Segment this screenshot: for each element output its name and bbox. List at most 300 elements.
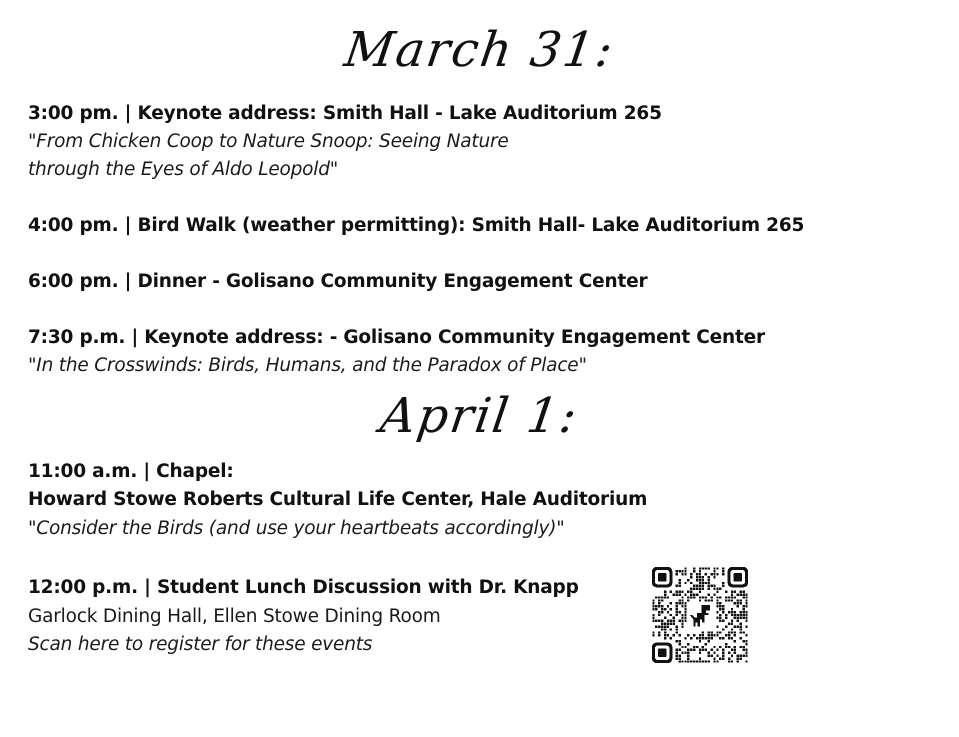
event-title: 11:00 a.m. | Chapel: xyxy=(28,461,234,482)
qr-module xyxy=(690,637,692,639)
qr-module xyxy=(722,628,724,630)
qr-module xyxy=(696,660,698,662)
qr-module xyxy=(678,591,680,593)
qr-module xyxy=(725,614,727,616)
qr-module xyxy=(742,593,744,595)
qr-module xyxy=(673,634,675,636)
qr-module xyxy=(661,611,663,613)
qr-module xyxy=(740,611,742,613)
qr-module xyxy=(719,637,721,639)
qr-module xyxy=(740,628,742,630)
event-title: 3:00 pm. | Keynote address: Smith Hall - Lake Auditorium 265 xyxy=(28,103,662,124)
qr-module xyxy=(658,599,660,601)
qr-module xyxy=(670,602,672,604)
qr-module xyxy=(734,617,736,619)
qr-module xyxy=(740,614,742,616)
qr-module xyxy=(728,637,730,639)
qr-module xyxy=(690,596,692,598)
qr-module xyxy=(722,649,724,651)
qr-module xyxy=(722,655,724,657)
qr-module xyxy=(684,573,686,575)
qr-module xyxy=(716,649,718,651)
qr-module xyxy=(728,599,730,601)
qr-module xyxy=(676,652,678,654)
qr-module xyxy=(667,605,669,607)
qr-module xyxy=(652,634,654,636)
qr-module xyxy=(652,605,654,607)
qr-module xyxy=(728,646,730,648)
qr-module xyxy=(670,620,672,622)
qr-module xyxy=(731,614,733,616)
qr-module xyxy=(658,631,660,633)
qr-module xyxy=(722,637,724,639)
qr-module xyxy=(652,608,654,610)
qr-module xyxy=(740,617,742,619)
qr-module xyxy=(713,588,715,590)
qr-module xyxy=(722,582,724,584)
qr-module xyxy=(742,591,744,593)
qr-module xyxy=(725,617,727,619)
qr-module xyxy=(708,588,710,590)
qr-module xyxy=(681,623,683,625)
qr-module xyxy=(728,634,730,636)
qr-module xyxy=(740,631,742,633)
qr-module xyxy=(737,599,739,601)
qr-module xyxy=(722,567,724,569)
qr-module xyxy=(676,608,678,610)
qr-module xyxy=(737,614,739,616)
qr-module xyxy=(737,605,739,607)
qr-module xyxy=(655,608,657,610)
qr-module xyxy=(740,637,742,639)
qr-module xyxy=(728,611,730,613)
qr-module xyxy=(664,623,666,625)
qr-module xyxy=(652,631,654,633)
qr-module xyxy=(681,660,683,662)
qr-module xyxy=(664,593,666,595)
qr-module xyxy=(745,620,747,622)
event-title: 7:30 p.m. | Keynote address: - Golisano Community Engagement Center xyxy=(28,327,765,348)
qr-module xyxy=(693,596,695,598)
qr-module xyxy=(745,602,747,604)
qr-module xyxy=(737,593,739,595)
qr-module xyxy=(742,611,744,613)
qr-module xyxy=(690,660,692,662)
qr-module xyxy=(693,593,695,595)
qr-module xyxy=(693,646,695,648)
qr-module xyxy=(716,660,718,662)
qr-module xyxy=(716,655,718,657)
qr-module xyxy=(673,623,675,625)
qr-module xyxy=(676,649,678,651)
qr-module xyxy=(719,657,721,659)
qr-module xyxy=(667,634,669,636)
qr-module xyxy=(734,640,736,642)
qr-module xyxy=(734,614,736,616)
qr-module xyxy=(693,567,695,569)
qr-module xyxy=(696,576,698,578)
qr-module xyxy=(678,649,680,651)
qr-module xyxy=(708,637,710,639)
qr-module xyxy=(681,620,683,622)
qr-module xyxy=(731,596,733,598)
qr-module xyxy=(745,640,747,642)
qr-module xyxy=(684,570,686,572)
event-subtitle: "Consider the Birds (and use your heartbeats accordingly)" xyxy=(28,518,565,539)
qr-module xyxy=(716,611,718,613)
qr-module xyxy=(716,602,718,604)
qr-module xyxy=(652,602,654,604)
qr-module xyxy=(699,570,701,572)
qr-module xyxy=(725,646,727,648)
qr-module xyxy=(658,605,660,607)
qr-module xyxy=(684,620,686,622)
qr-module xyxy=(702,582,704,584)
qr-module xyxy=(690,573,692,575)
qr-module xyxy=(678,570,680,572)
qr-module xyxy=(678,643,680,645)
qr-module xyxy=(676,625,678,627)
qr-module xyxy=(716,605,718,607)
qr-module xyxy=(728,660,730,662)
qr-module xyxy=(664,625,666,627)
qr-module xyxy=(684,605,686,607)
qr-module xyxy=(681,614,683,616)
qr-module xyxy=(725,596,727,598)
qr-module xyxy=(681,591,683,593)
qr-module xyxy=(678,655,680,657)
qr-module xyxy=(678,585,680,587)
qr-module xyxy=(676,570,678,572)
qr-module xyxy=(708,631,710,633)
qr-module xyxy=(716,617,718,619)
qr-module xyxy=(696,573,698,575)
qr-module xyxy=(710,631,712,633)
qr-module xyxy=(699,579,701,581)
qr-module xyxy=(708,660,710,662)
qr-module xyxy=(661,625,663,627)
qr-module xyxy=(708,655,710,657)
qr-module xyxy=(745,611,747,613)
qr-module xyxy=(678,593,680,595)
qr-module xyxy=(681,625,683,627)
qr-module xyxy=(745,605,747,607)
qr-module xyxy=(658,602,660,604)
qr-module xyxy=(705,643,707,645)
qr-module xyxy=(676,605,678,607)
qr-module xyxy=(661,605,663,607)
qr-module xyxy=(693,570,695,572)
qr-module xyxy=(699,591,701,593)
qr-module xyxy=(676,614,678,616)
qr-module xyxy=(664,591,666,593)
qr-module xyxy=(745,617,747,619)
qr-module xyxy=(737,657,739,659)
qr-module xyxy=(737,617,739,619)
qr-module xyxy=(742,614,744,616)
qr-module xyxy=(731,611,733,613)
qr-module xyxy=(670,637,672,639)
qr-module xyxy=(702,567,704,569)
qr-module xyxy=(710,573,712,575)
qr-module xyxy=(731,660,733,662)
qr-module xyxy=(687,591,689,593)
qr-module xyxy=(699,640,701,642)
qr-module xyxy=(722,611,724,613)
qr-module xyxy=(742,655,744,657)
qr-module xyxy=(684,646,686,648)
qr-module xyxy=(702,631,704,633)
qr-module xyxy=(742,608,744,610)
qr-module xyxy=(731,591,733,593)
qr-module xyxy=(722,620,724,622)
qr-module xyxy=(678,582,680,584)
qr-module xyxy=(745,634,747,636)
qr-module xyxy=(699,599,701,601)
qr-module xyxy=(705,637,707,639)
qr-module xyxy=(681,570,683,572)
qr-module xyxy=(734,591,736,593)
qr-module xyxy=(699,567,701,569)
qr-module xyxy=(725,634,727,636)
qr-module xyxy=(652,614,654,616)
qr-module xyxy=(661,620,663,622)
qr-module xyxy=(713,646,715,648)
qr-module xyxy=(734,625,736,627)
qr-module xyxy=(687,655,689,657)
qr-module xyxy=(740,591,742,593)
qr-module xyxy=(719,617,721,619)
qr-module xyxy=(696,585,698,587)
qr-code-icon[interactable] xyxy=(652,567,748,663)
qr-module xyxy=(661,596,663,598)
qr-module xyxy=(664,631,666,633)
qr-module xyxy=(678,660,680,662)
qr-module xyxy=(713,593,715,595)
qr-module xyxy=(690,591,692,593)
qr-module xyxy=(658,634,660,636)
qr-module xyxy=(734,611,736,613)
qr-module xyxy=(734,602,736,604)
qr-module xyxy=(667,620,669,622)
qr-module xyxy=(655,620,657,622)
qr-module xyxy=(687,634,689,636)
qr-module xyxy=(678,602,680,604)
qr-module xyxy=(681,646,683,648)
qr-module xyxy=(658,596,660,598)
qr-module xyxy=(705,660,707,662)
qr-module xyxy=(716,567,718,569)
qr-module xyxy=(681,599,683,601)
qr-module xyxy=(708,640,710,642)
qr-module xyxy=(705,573,707,575)
qr-module xyxy=(678,640,680,642)
event-subtitle: through the Eyes of Aldo Leopold" xyxy=(28,159,339,180)
qr-module xyxy=(664,634,666,636)
qr-module xyxy=(681,602,683,604)
qr-module xyxy=(740,623,742,625)
qr-module xyxy=(734,634,736,636)
event-title: 6:00 pm. | Dinner - Golisano Community Engagement Center xyxy=(28,271,648,292)
qr-module xyxy=(678,579,680,581)
qr-module xyxy=(713,634,715,636)
qr-module xyxy=(708,576,710,578)
qr-module xyxy=(693,588,695,590)
qr-module xyxy=(731,593,733,595)
qr-module xyxy=(734,631,736,633)
qr-module xyxy=(652,599,654,601)
qr-module xyxy=(719,608,721,610)
qr-module xyxy=(719,631,721,633)
qr-module xyxy=(713,576,715,578)
qr-module xyxy=(745,660,747,662)
qr-module xyxy=(722,570,724,572)
qr-module xyxy=(713,570,715,572)
qr-module xyxy=(725,599,727,601)
qr-module xyxy=(722,652,724,654)
qr-module xyxy=(737,620,739,622)
qr-module xyxy=(676,573,678,575)
qr-module xyxy=(713,657,715,659)
qr-module xyxy=(687,599,689,601)
qr-module xyxy=(740,646,742,648)
qr-module xyxy=(716,596,718,598)
qr-module xyxy=(699,573,701,575)
qr-module xyxy=(731,608,733,610)
qr-module xyxy=(658,611,660,613)
qr-module xyxy=(658,614,660,616)
qr-module xyxy=(681,573,683,575)
qr-module xyxy=(742,640,744,642)
qr-module xyxy=(731,628,733,630)
qr-module xyxy=(742,605,744,607)
qr-module xyxy=(705,596,707,598)
qr-module xyxy=(699,582,701,584)
qr-module xyxy=(745,614,747,616)
qr-module xyxy=(713,660,715,662)
qr-module xyxy=(708,585,710,587)
qr-module xyxy=(676,591,678,593)
qr-module xyxy=(684,637,686,639)
qr-module xyxy=(702,646,704,648)
qr-module xyxy=(710,634,712,636)
qr-module xyxy=(710,655,712,657)
qr-module xyxy=(719,602,721,604)
qr-module xyxy=(696,588,698,590)
qr-module xyxy=(699,588,701,590)
qr-module xyxy=(702,596,704,598)
qr-module xyxy=(731,655,733,657)
qr-module xyxy=(699,649,701,651)
qr-module xyxy=(722,608,724,610)
qr-module xyxy=(676,631,678,633)
qr-module xyxy=(655,625,657,627)
qr-module xyxy=(661,628,663,630)
qr-module xyxy=(710,637,712,639)
qr-module xyxy=(684,617,686,619)
qr-module xyxy=(731,649,733,651)
qr-module xyxy=(719,620,721,622)
qr-module xyxy=(690,582,692,584)
qr-module xyxy=(655,596,657,598)
qr-module xyxy=(728,623,730,625)
qr-module xyxy=(676,640,678,642)
qr-module xyxy=(716,634,718,636)
qr-module xyxy=(676,611,678,613)
qr-module xyxy=(696,646,698,648)
qr-module xyxy=(661,608,663,610)
qr-module xyxy=(734,652,736,654)
qr-module xyxy=(710,596,712,598)
qr-module xyxy=(661,623,663,625)
qr-module xyxy=(708,652,710,654)
register-note: Scan here to register for these events xyxy=(28,634,373,655)
qr-module xyxy=(690,593,692,595)
qr-module xyxy=(719,614,721,616)
qr-module xyxy=(740,625,742,627)
qr-module xyxy=(716,599,718,601)
qr-module xyxy=(664,637,666,639)
qr-module xyxy=(699,596,701,598)
qr-module xyxy=(705,649,707,651)
qr-module xyxy=(702,585,704,587)
qr-module xyxy=(658,620,660,622)
qr-module xyxy=(684,608,686,610)
qr-module xyxy=(740,593,742,595)
qr-module xyxy=(737,655,739,657)
qr-module xyxy=(737,602,739,604)
qr-module xyxy=(716,631,718,633)
qr-module xyxy=(699,585,701,587)
qr-module xyxy=(705,599,707,601)
qr-module xyxy=(676,628,678,630)
qr-module xyxy=(713,652,715,654)
qr-module xyxy=(678,599,680,601)
qr-module xyxy=(722,657,724,659)
qr-module xyxy=(664,596,666,598)
qr-module xyxy=(742,646,744,648)
qr-module xyxy=(696,637,698,639)
qr-module xyxy=(699,657,701,659)
event-title: 12:00 p.m. | Student Lunch Discussion with Dr. Knapp xyxy=(28,577,579,598)
qr-module xyxy=(740,599,742,601)
event-location: Garlock Dining Hall, Ellen Stowe Dining Room xyxy=(28,606,441,627)
qr-module xyxy=(676,593,678,595)
qr-module xyxy=(710,585,712,587)
qr-module xyxy=(740,602,742,604)
qr-module xyxy=(684,611,686,613)
qr-module xyxy=(734,596,736,598)
qr-module xyxy=(716,573,718,575)
event-subtitle: "From Chicken Coop to Nature Snoop: Seeing Nature xyxy=(28,131,509,152)
qr-module xyxy=(708,582,710,584)
qr-module xyxy=(670,628,672,630)
qr-module xyxy=(722,573,724,575)
qr-module xyxy=(740,657,742,659)
qr-module xyxy=(676,657,678,659)
qr-module xyxy=(722,585,724,587)
qr-module xyxy=(687,652,689,654)
qr-module xyxy=(676,655,678,657)
qr-module xyxy=(664,608,666,610)
qr-module xyxy=(678,634,680,636)
qr-module xyxy=(678,611,680,613)
qr-module xyxy=(745,649,747,651)
qr-module xyxy=(731,637,733,639)
qr-module xyxy=(687,643,689,645)
qr-module xyxy=(702,588,704,590)
event-location: Howard Stowe Roberts Cultural Life Center, Hale Auditorium xyxy=(28,489,648,510)
